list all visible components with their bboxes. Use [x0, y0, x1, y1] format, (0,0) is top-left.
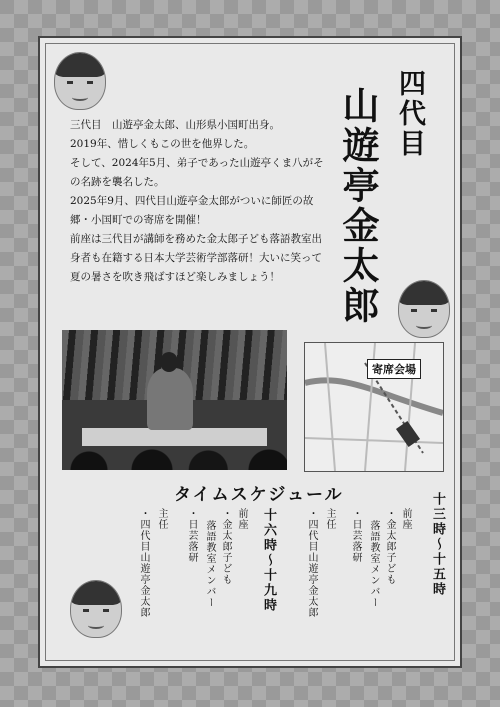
slot2-shunin-1: ・四代目山遊亭金太郎: [138, 508, 149, 618]
slot2-time: 十六時〜十九時: [261, 508, 276, 613]
slot1-shunin-head: 主任: [324, 508, 335, 530]
title-generation: 四代目: [394, 69, 425, 159]
intro-line: 前座は三代目が講師を務めた金太郎子ども落語教室出身者も在籍する日本大学芸術学部落研！大いに笑って夏の暑さを吹き飛ばすほど楽しみましょう！: [70, 233, 322, 283]
slot1-shunin-1: ・四代目山遊亭金太郎: [306, 508, 317, 618]
portrait-photo-bottom: [70, 580, 122, 638]
slot2-zenza-3: ・日芸落研: [186, 508, 197, 563]
portrait-photo-top: [54, 52, 106, 110]
slot1-zenza-1: ・金太郎子ども: [384, 508, 395, 585]
slot1-zenza-3: ・日芸落研: [350, 508, 361, 563]
venue-map: [304, 342, 444, 472]
slot2-zenza-head: 前座: [236, 508, 247, 530]
slot1-time: 十三時〜十五時: [430, 492, 445, 597]
venue-map-label: 寄席会場: [367, 359, 421, 379]
schedule-title: タイムスケジュール: [174, 485, 344, 505]
intro-text: [70, 116, 325, 287]
portrait-photo-middle: [398, 280, 450, 338]
intro-line: 2025年9月、四代目山遊亭金太郎がついに師匠の故郷・小国町での寄席を開催！: [70, 195, 314, 226]
slot1-zenza-head: 前座: [400, 508, 411, 530]
intro-line: 2019年、惜しくもこの世を他界した。: [70, 138, 255, 150]
intro-line: 三代目 山遊亭金太郎、山形県小国町出身。: [70, 119, 280, 131]
slot2-zenza-2: 落語教室メンバー: [204, 520, 215, 608]
slot1-zenza-2: 落語教室メンバー: [368, 520, 379, 608]
slot2-shunin-head: 主任: [156, 508, 167, 530]
intro-line: そして、2024年5月、弟子であった山遊亭くま八がその名跡を襲名した。: [70, 157, 324, 188]
slot2-zenza-1: ・金太郎子ども: [220, 508, 231, 585]
title-name: 山遊亭金太郎: [336, 86, 380, 326]
performance-photo: [62, 330, 287, 470]
